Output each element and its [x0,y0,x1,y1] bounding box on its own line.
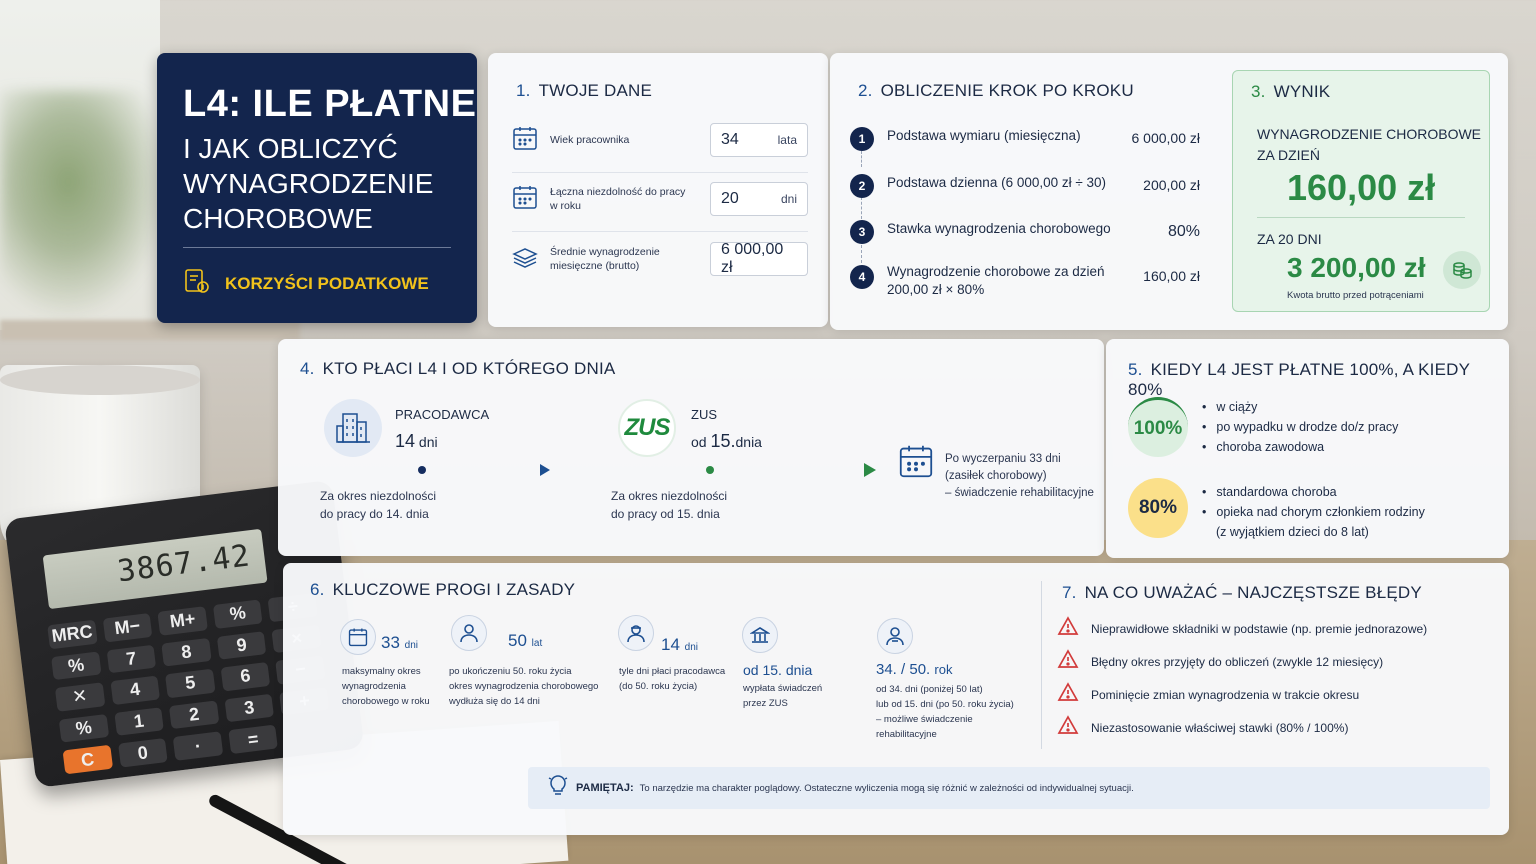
coins-icon [1443,251,1481,289]
period-label: ZA 20 DNI [1257,231,1322,247]
salary-input[interactable]: 6 000,00 zł [710,242,808,276]
warning-icon [1057,616,1079,641]
incapacity-days-input[interactable]: 20 dni [710,182,808,216]
background-shelf [0,320,300,340]
employer-name: PRACODAWCA [395,407,490,422]
calculator-key: C [63,745,113,774]
rehabilitation-person-icon [877,618,913,654]
calculator-key: MRC [47,620,97,649]
row-divider [512,231,808,232]
list-item: • standardowa choroba [1202,482,1425,502]
salary-row [512,242,808,276]
calculator-key: ✕ [55,682,105,711]
threshold-value: 50 lat [508,631,543,650]
your-data-card [488,53,828,327]
person-icon [451,615,487,651]
step-connector [861,151,862,167]
calculator-key: 9 [217,631,267,660]
title-card [157,53,477,323]
calculator-key: 3 [224,693,274,722]
remember-note: PAMIĘTAJ: To narzędzie ma charakter poglądowy. Ostateczne wyliczenia mogą się różnić w zależności od indywidualnej sytuacji. [528,767,1490,809]
per-day-value: 160,00 zł [1287,167,1436,208]
page-title: L4: ILE PŁATNE [183,83,477,125]
title-divider [183,247,451,248]
who-pays-card [278,339,1104,556]
threshold-desc: od 34. dni (poniżej 50 lat) lub od 15. dni (po 50. roku życia) – możliwe świadczenie rehabilitacyjne [876,684,1014,740]
calculator-key: % [213,599,263,628]
mistake-item: Pominięcie zmian wynagrodzenia w trakcie okresu [1057,682,1359,707]
calculator-key: 1 [114,707,164,736]
calculator-key: 5 [165,669,215,698]
document-coin-icon [183,267,211,300]
calendar-icon [512,184,538,215]
zus-logo: ZUS [618,399,676,457]
calculator-key: 7 [106,644,156,673]
calculator-key: % [51,651,101,680]
thresholds-heading: 6. KLUCZOWE PROGI I ZASADY [310,580,576,599]
calculator-key: 8 [161,638,211,667]
threshold-desc: maksymalny okres wynagrodzenia chorobowego w roku [342,666,430,707]
age-label: Wiek pracownika [550,134,630,146]
after-33-days-desc: Po wyczerpaniu 33 dni (zasiłek chorobowy) – świadczenie rehabilitacyjne [945,453,1094,499]
who-pays-heading: 4. KTO PŁACI L4 I OD KTÓREGO DNIA [300,359,616,378]
age-row [512,123,808,157]
result-heading: 3. WYNIK [1251,82,1331,101]
list-item: • choroba zawodowa [1202,437,1398,457]
full-rate-list [1202,397,1398,457]
reduced-rate-badge: 80% [1128,478,1188,538]
calc-step: 2 Podstawa dzienna (6 000,00 zł ÷ 30) 200,00 zł [850,174,1200,198]
threshold-value: od 15. dnia [743,662,813,678]
warning-icon [1057,715,1079,740]
calc-step: 1 Podstawa wymiaru (miesięczna) 6 000,00 zł [850,127,1200,151]
calculator-key: % [59,714,109,743]
page-subtitle: I JAK OBLICZYĆ WYNAGRODZENIE CHOROBOWE [183,133,434,234]
payment-rate-heading: 5. KIEDY L4 JEST PŁATNE 100%, A KIEDY 80% [1128,360,1470,399]
calculator-key: M+ [158,606,208,635]
incapacity-row [512,182,808,216]
your-data-heading: 1. TWOJE DANE [516,81,653,100]
thresholds-and-mistakes-card [283,563,1509,835]
money-stack-icon [512,244,538,275]
background-plant [0,90,170,320]
calculation-heading: 2. OBLICZENIE KROK PO KROKU [858,81,1134,100]
result-divider [1257,217,1465,218]
calculator-key: 6 [220,662,270,691]
section-divider [1041,581,1042,749]
calculator-key: 0 [118,738,168,767]
reduced-rate-list [1202,482,1425,542]
zus-name: ZUS [691,407,717,422]
threshold-desc: wypłata świadczeń przez ZUS [743,683,823,709]
calculator-key: · [173,732,223,761]
calculator-key: M− [102,613,152,642]
warning-icon [1057,649,1079,674]
mistake-item: Nieprawidłowe składniki w podstawie (np. premie jednorazowe) [1057,616,1427,641]
threshold-value: 34. / 50. rok [876,661,953,678]
threshold-value: 33 dni [381,633,419,652]
calendar-icon [898,443,934,484]
full-rate-badge: 100% [1128,397,1188,457]
result-note: Kwota brutto przed potrąceniami [1287,290,1424,301]
per-day-label: WYNAGRODZENIE CHOROBOWE ZA DZIEŃ [1257,126,1482,163]
threshold-desc: tyle dni płaci pracodawca (do 50. roku życia) [619,666,726,692]
worker-icon [618,615,654,651]
calendar-icon [512,125,538,156]
salary-label: Średnie wynagrodzenie miesięczne (brutto) [550,246,660,272]
lightbulb-icon [548,775,568,802]
list-item-continuation: (z wyjątkiem dzieci do 8 lat) [1216,525,1369,539]
mistakes-heading: 7. NA CO UWAŻAĆ – NAJCZĘSTSZE BŁĘDY [1062,583,1422,602]
institution-icon [742,617,778,653]
warning-icon [1057,682,1079,707]
calculator-key: 2 [169,700,219,729]
zus-days: od 15.dnia [691,431,762,451]
step-connector [861,197,862,219]
calendar-icon [340,619,376,655]
list-item: • opieka nad chorym członkiem rodziny [1202,502,1425,522]
calc-step: 4 Wynagrodzenie chorobowe za dzień 200,00 zł × 80% 160,00 zł [850,263,1200,299]
calculation-card [830,53,1508,330]
tax-benefits-link[interactable] [183,267,429,300]
calculator-key: 4 [110,676,160,705]
row-divider [512,172,808,173]
tax-benefits-label: KORZYŚCI PODATKOWE [225,273,429,293]
mistake-item: Niezastosowanie właściwej stawki (80% / 100%) [1057,715,1348,740]
incapacity-label: Łączna niezdolność do pracy w roku [550,186,686,212]
payment-timeline [300,460,880,480]
result-panel [1232,70,1490,312]
mistake-item: Błędny okres przyjęty do obliczeń (zwykle 12 miesięcy) [1057,649,1383,674]
zus-period-desc: Za okres niezdolności do pracy od 15. dnia [611,489,728,521]
step-connector [861,245,862,263]
building-icon [324,399,382,457]
calculator-key: = [228,725,278,754]
threshold-desc: po ukończeniu 50. roku życia okres wynagrodzenia chorobowego wydłuża się do 14 dni [449,666,599,707]
calc-step: 3 Stawka wynagrodzenia chorobowego 80% [850,220,1200,244]
period-value: 3 200,00 zł [1287,252,1426,283]
age-input[interactable]: 34 lata [710,123,808,157]
list-item: • w ciąży [1202,397,1398,417]
employer-period-desc: Za okres niezdolności do pracy do 14. dnia [320,489,437,521]
employer-days: 14 dni [395,431,438,451]
calculator-display: 3867.42 [43,529,268,609]
list-item: • po wypadku w drodze do/z pracy [1202,417,1398,437]
payment-rate-card [1106,339,1509,558]
threshold-value: 14 dni [661,635,699,654]
